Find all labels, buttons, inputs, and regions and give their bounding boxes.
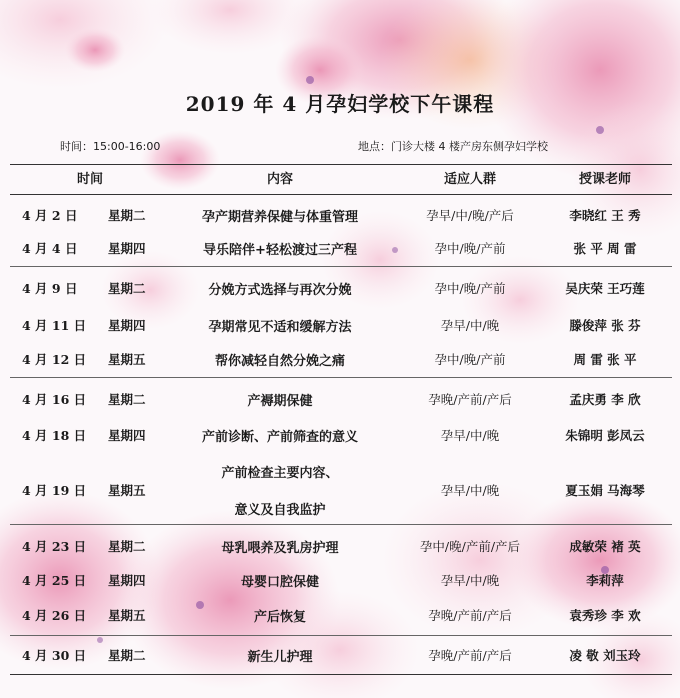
row-weekday: 星期四 (108, 573, 146, 588)
row-weekday: 星期四 (108, 241, 146, 256)
row-content: 导乐陪伴+轻松渡过三产程 (203, 243, 357, 258)
row-audience: 孕中/晚/产前 (434, 281, 506, 296)
row-audience: 孕早/中/晚 (440, 318, 500, 333)
header-audience: 适应人群 (443, 172, 496, 187)
row-content-line2: 意义及自我监护 (234, 503, 326, 518)
row-content: 产褥期保健 (247, 394, 313, 409)
row-weekday: 星期二 (108, 648, 146, 663)
row-weekday: 星期二 (108, 539, 146, 554)
row-teacher: 成敏荣 褚 英 (569, 539, 641, 554)
row-weekday: 星期五 (108, 352, 146, 367)
row-teacher: 袁秀珍 李 欢 (569, 608, 641, 623)
row-content: 分娩方式选择与再次分娩 (208, 283, 352, 298)
header-content: 内容 (266, 172, 293, 187)
row-content: 产后恢复 (253, 610, 306, 625)
row-teacher: 孟庆勇 李 欣 (569, 392, 641, 407)
row-audience: 孕中/晚/产前/产后 (419, 539, 521, 554)
row-date: 4 月 30 日 (22, 648, 87, 663)
row-content: 母乳喂养及乳房护理 (221, 541, 339, 556)
row-date: 4 月 23 日 (22, 539, 87, 554)
row-date: 4 月 2 日 (22, 208, 78, 223)
week-divider (10, 635, 672, 636)
row-audience: 孕早/中/晚 (440, 483, 500, 498)
row-weekday: 星期二 (108, 208, 146, 223)
row-weekday: 星期二 (108, 392, 146, 407)
row-teacher: 周 雷 张 平 (573, 352, 637, 367)
row-date: 4 月 4 日 (22, 241, 78, 256)
row-audience: 孕早/中/晚 (440, 573, 500, 588)
row-audience: 孕晚/产前/产后 (428, 392, 512, 407)
row-weekday: 星期五 (108, 608, 146, 623)
session-location: 地点：门诊大楼 4 楼产房东侧孕妇学校 (358, 140, 548, 153)
row-audience: 孕晚/产前/产后 (428, 648, 512, 663)
row-date: 4 月 11 日 (22, 318, 87, 333)
row-teacher: 夏玉娟 马海琴 (565, 483, 645, 498)
header-teacher: 授课老师 (578, 172, 631, 187)
row-teacher: 吴庆荣 王巧莲 (565, 281, 645, 296)
row-teacher: 张 平 周 雷 (573, 241, 637, 256)
row-teacher: 李莉萍 (586, 573, 624, 588)
row-weekday: 星期四 (108, 318, 146, 333)
session-time: 时间：15:00-16:00 (60, 140, 161, 153)
row-date: 4 月 18 日 (22, 428, 87, 443)
row-content: 孕期常见不适和缓解方法 (208, 320, 352, 335)
header-bottom-rule (10, 194, 672, 195)
row-audience: 孕晚/产前/产后 (428, 608, 512, 623)
row-audience: 孕早/中/晚 (440, 428, 500, 443)
row-audience: 孕中/晚/产前 (434, 352, 506, 367)
row-teacher: 凌 敬 刘玉玲 (569, 648, 641, 663)
row-teacher: 滕俊萍 张 芬 (569, 318, 641, 333)
row-content: 产前检查主要内容、 (221, 466, 339, 481)
page-title: 2019 年 4 月孕妇学校下午课程 (185, 92, 495, 116)
row-teacher: 李晓红 王 秀 (569, 208, 641, 223)
row-content: 帮你减轻自然分娩之痛 (214, 354, 345, 369)
row-date: 4 月 25 日 (22, 573, 87, 588)
row-content: 产前诊断、产前筛查的意义 (201, 430, 358, 445)
row-date: 4 月 12 日 (22, 352, 87, 367)
header-time: 时间 (76, 172, 103, 187)
row-weekday: 星期二 (108, 281, 146, 296)
row-audience: 孕中/晚/产前 (434, 241, 506, 256)
week-divider (10, 524, 672, 525)
week-divider (10, 266, 672, 267)
row-teacher: 朱锦明 彭凤云 (565, 428, 645, 443)
row-date: 4 月 9 日 (22, 281, 78, 296)
week-divider (10, 377, 672, 378)
row-content: 孕产期营养保健与体重管理 (201, 210, 358, 225)
row-content: 新生儿护理 (247, 650, 313, 665)
row-weekday: 星期五 (108, 483, 146, 498)
table-bottom-rule (10, 674, 672, 675)
row-weekday: 星期四 (108, 428, 146, 443)
row-audience: 孕早/中/晚/产后 (426, 208, 514, 223)
row-content: 母婴口腔保健 (240, 575, 319, 590)
row-date: 4 月 26 日 (22, 608, 87, 623)
header-top-rule (10, 164, 672, 165)
row-date: 4 月 19 日 (22, 483, 87, 498)
row-date: 4 月 16 日 (22, 392, 87, 407)
